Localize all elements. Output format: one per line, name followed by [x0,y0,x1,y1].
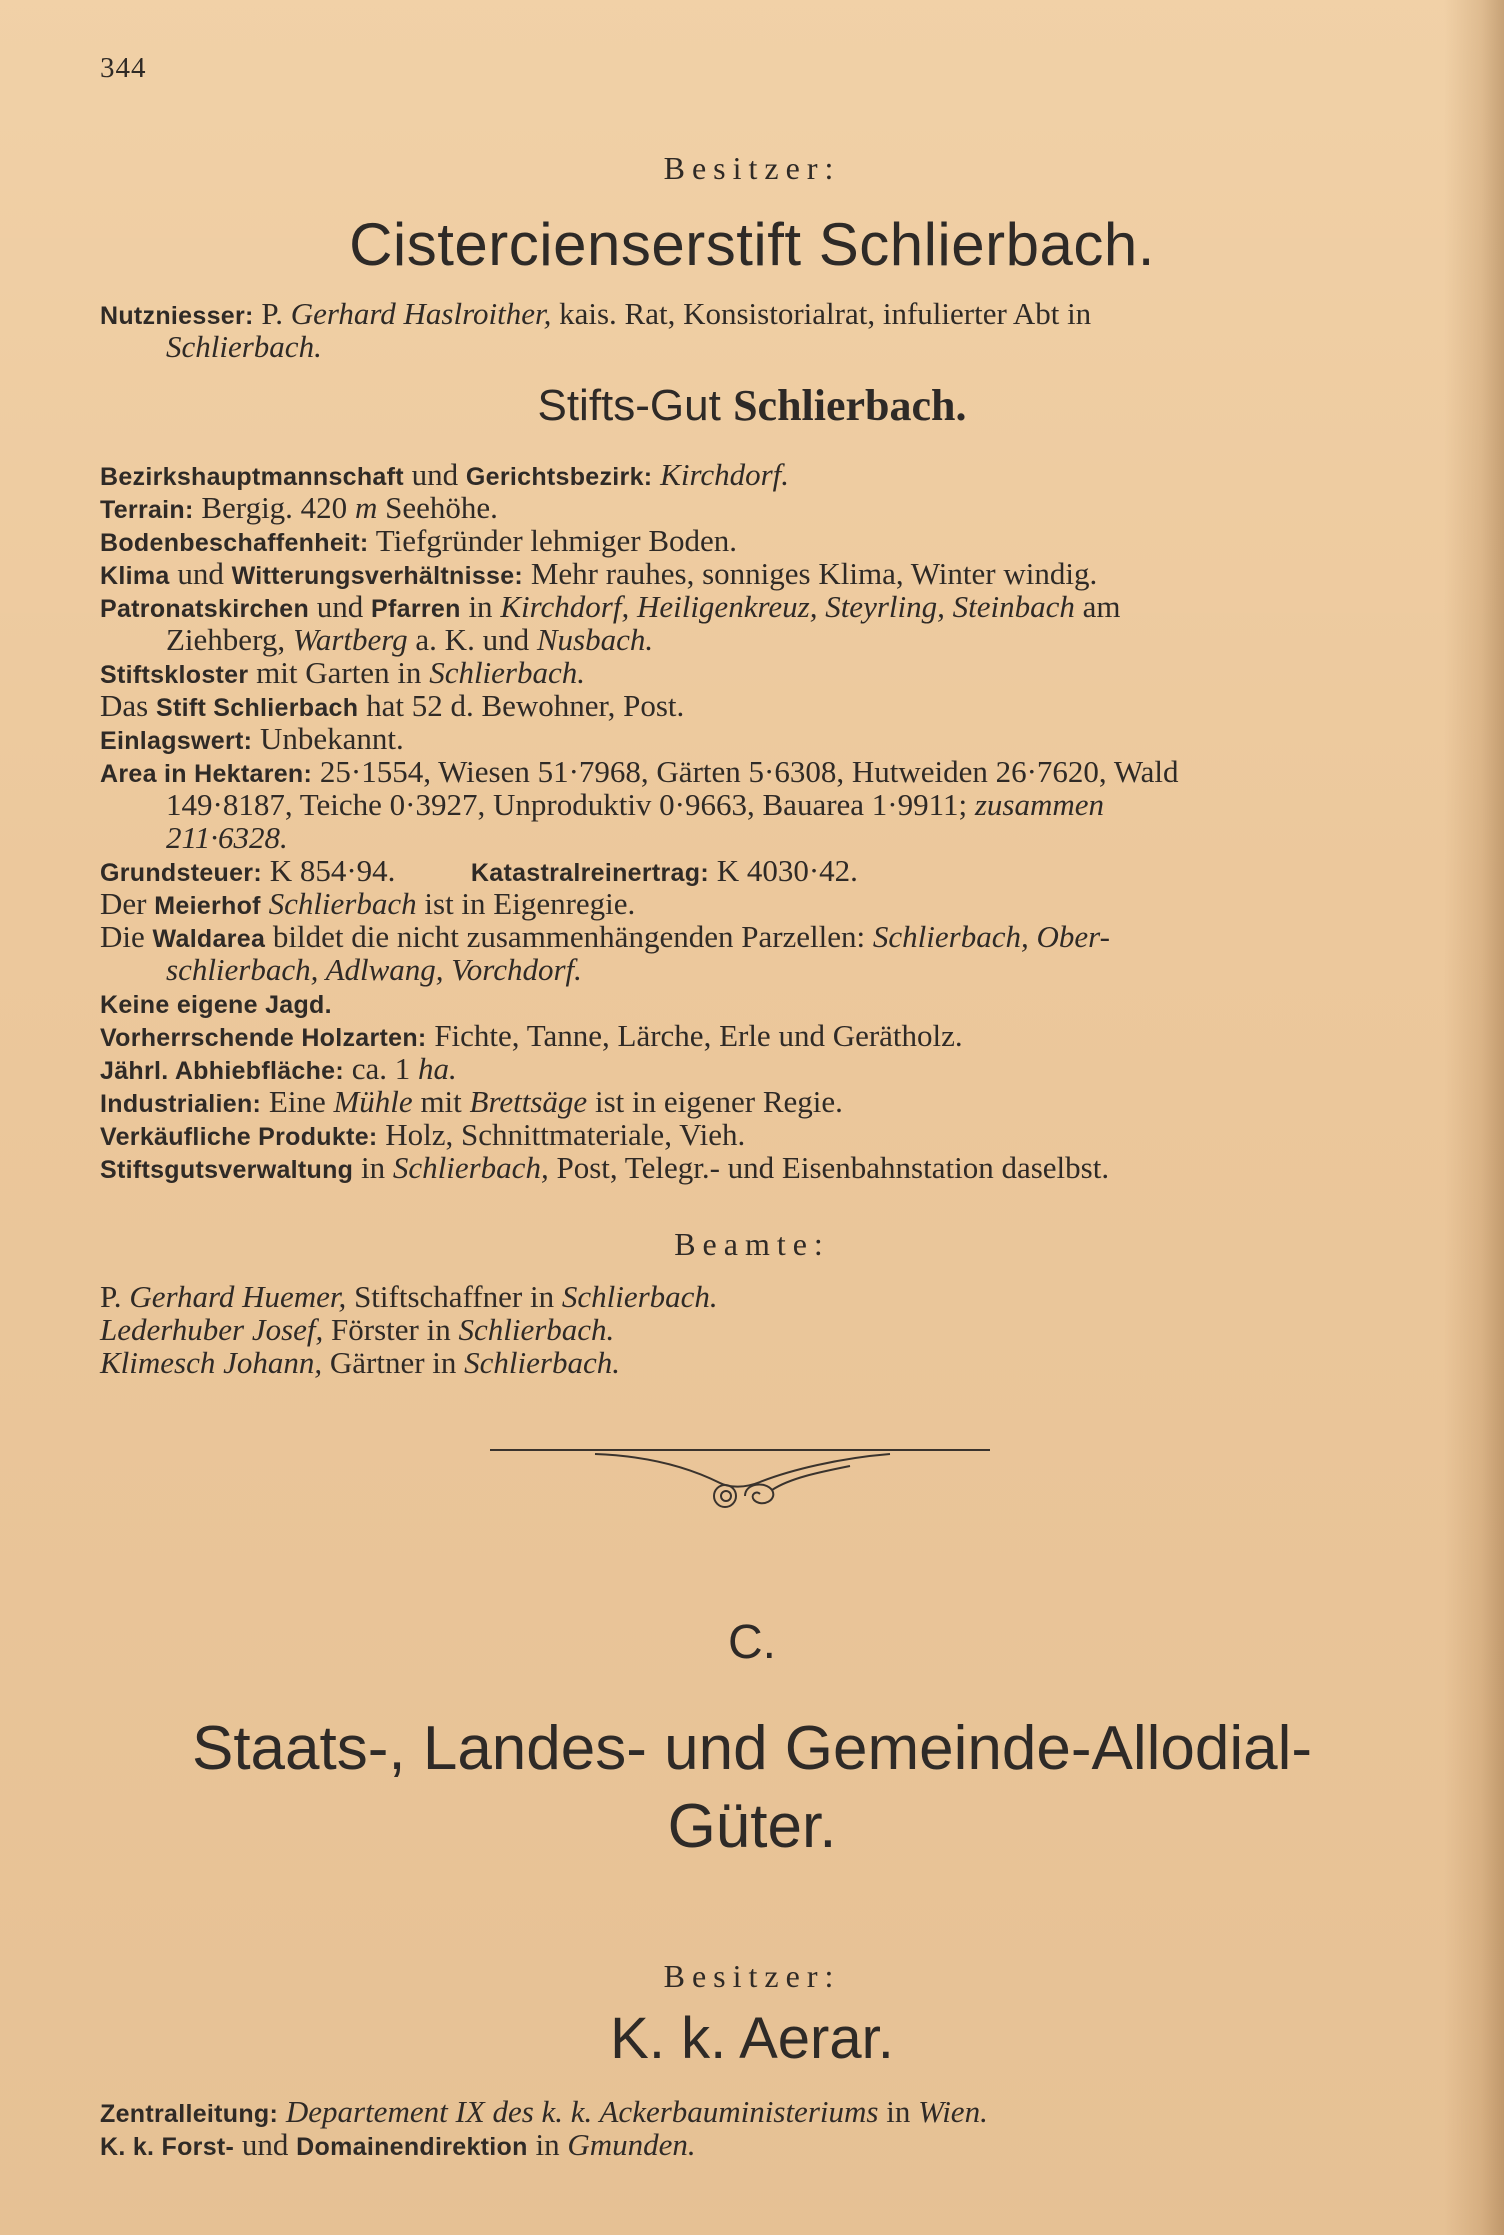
bezirk-und: und [411,457,459,492]
beamte-list [100,1280,1400,1379]
verwaltung-place: Schlierbach, [392,1150,549,1185]
waldarea-label: Waldarea [152,925,266,953]
beamte-role: Gärtner in [329,1345,457,1380]
zentral-label: Zentralleitung: [100,2100,279,2128]
terrain-unit: m [354,490,378,525]
industrialien-line [100,1085,1400,1118]
verwaltung-label: Stiftsgutsverwaltung [100,1156,354,1184]
holzarten-value: Fichte, Tanne, Lärche, Erle und Gerätholz. [434,1018,963,1053]
terrain-value: Bergig. 420 [201,490,348,525]
industrialien-v5: ist in eigener Regie. [594,1084,843,1119]
owner-heading: Besitzer: [663,150,841,186]
zentral-place: Wien. [918,2094,988,2129]
patronat-label: Patronatskirchen [100,595,310,623]
patronat-wartberg: Wartberg [292,622,408,657]
meierhof-line [100,887,1400,920]
zentral-value: Departement IX des k. k. Ackerbauministeriums [285,2094,879,2129]
meierhof-rest: ist in Eigenregie. [424,886,636,921]
patronat-ak: a. K. und [415,622,530,657]
stiftskloster-rest: mit Garten in [256,655,422,690]
bewohner-line [100,689,1400,722]
usufructuary-place: Schlierbach. [166,329,322,364]
industrialien-label: Industrialien: [100,1090,262,1118]
bezirk-label: Bezirkshauptmannschaft [100,463,404,491]
katastral-label: Katastralreinertrag: [470,859,709,887]
estate-title [0,380,1504,431]
stiftskloster-line [100,656,1400,689]
verwaltung-in: in [361,1150,386,1185]
area-values-2: 149·8187, Teiche 0·3927, Unproduktiv 0·9663, Bauarea 1·9911; [166,787,968,822]
meierhof-label: Meierhof [154,892,261,920]
boden-line [100,524,1400,557]
patronat-ziehberg: Ziehberg, [166,622,286,657]
jagd-label: Keine eigene Jagd. [100,991,332,1019]
terrain-label: Terrain: [100,496,194,524]
stiftskloster-label: Stiftskloster [100,661,249,689]
beamte-item [100,1313,1400,1346]
estate-title-prefix: Stifts-Gut [537,381,721,430]
section-letter: C. [728,1616,776,1669]
area-label: Area in Hektaren: [100,760,313,788]
area-line [100,755,1400,788]
usufructuary-block [100,297,1400,363]
abhieb-line [100,1052,1400,1085]
boden-value: Tiefgründer lehmiger Boden. [375,523,738,558]
forst-in: in [535,2127,560,2162]
waldarea-places2: schlierbach, Adlwang, Vorchdorf. [166,952,582,987]
jagd-line [100,986,1400,1019]
patronat-line2 [100,623,1400,656]
holzarten-line [100,1019,1400,1052]
section-title-line1: Staats-, Landes- und Gemeinde-Allodial- [191,1714,1313,1783]
bewohner-rest: hat 52 d. Bewohner, Post. [366,688,685,723]
industrialien-muehle: Mühle [333,1084,413,1119]
verwaltung-rest: Post, Telegr.- und Eisenbahnstation daselbst. [556,1150,1110,1185]
zentral-in: in [886,2094,911,2129]
waldarea-line2 [100,953,1400,986]
estate-details [100,458,1400,1184]
beamte-item [100,1280,1400,1313]
produkte-value: Holz, Schnittmateriale, Vieh. [385,1117,746,1152]
klima-line [100,557,1400,590]
owner-heading-2: Besitzer: [663,1958,841,1994]
patronat-places: Kirchdorf, Heiligenkreuz, Steyrling, Steinbach [500,589,1075,624]
usufructuary-titles: kais. Rat, Konsistorialrat, infulierter Abt in [559,296,1092,331]
waldarea-line [100,920,1400,953]
area-zusammen: zusammen [974,787,1105,822]
meierhof-place: Schlierbach [268,886,417,921]
grundsteuer-label: Grundsteuer: [100,859,262,887]
usufructuary-label: Nutzniesser: [100,302,254,330]
klima-label2: Witterungsverhältnisse: [231,562,524,590]
beamte-place: Schlierbach. [561,1279,718,1314]
beamte-place: Schlierbach. [464,1345,620,1380]
patronat-und: und [316,589,364,624]
boden-label: Bodenbeschaffenheit: [100,529,369,557]
forst-line [100,2128,1400,2161]
ornament-divider [490,1438,990,1518]
bezirk-label2: Gerichtsbezirk: [465,463,653,491]
produkte-label: Verkäufliche Produkte: [100,1123,378,1151]
owner-name-2: K. k. Aerar. [610,2006,894,2071]
owner-name-title: Cistercienserstift Schlierbach. [349,211,1155,278]
waldarea-rest: bildet die nicht zusammenhängenden Parzellen: [272,919,866,954]
klima-value: Mehr rauhes, sonniges Klima, Winter windig. [530,556,1098,591]
einlagswert-line [100,722,1400,755]
beamte-role: Förster in [331,1312,451,1347]
klima-und: und [177,556,224,591]
industrialien-v3: mit [420,1084,462,1119]
katastral-value: K 4030·42. [716,853,858,888]
industrialien-v1: Eine [268,1084,326,1119]
patronat-in: in [468,589,493,624]
area-line3 [100,821,1400,854]
usufructuary-prefix: P. [261,296,283,331]
area-values-1: 25·1554, Wiesen 51·7968, Gärten 5·6308, Hutweiden 26·7620, Wald [319,754,1179,789]
industrialien-brettsaege: Brettsäge [469,1084,588,1119]
beamte-pre: P. [100,1279,122,1314]
patronat-am: am [1082,589,1121,624]
area-total: 211·6328. [166,820,288,855]
grundsteuer-line [100,854,1400,887]
beamte-name: Klimesch Johann, [100,1345,323,1380]
bewohner-pre: Das [100,688,149,723]
klima-label: Klima [100,562,170,590]
beamte-name: Lederhuber Josef, [100,1312,324,1347]
produkte-line [100,1118,1400,1151]
meierhof-pre: Der [100,886,147,921]
section-title [0,1710,1504,1866]
stiftskloster-place: Schlierbach. [429,655,586,690]
verwaltung-line [100,1151,1400,1184]
bezirk-value: Kirchdorf. [660,457,790,492]
terrain-line [100,491,1400,524]
grundsteuer-value: K 854·94. [269,853,396,888]
patronat-line [100,590,1400,623]
zentral-line [100,2095,1400,2128]
waldarea-pre: Die [100,919,145,954]
waldarea-places1: Schlierbach, Ober- [872,919,1110,954]
beamte-role: Stiftschaffner in [354,1279,555,1314]
forst-place: Gmunden. [567,2127,696,2162]
abhieb-label: Jährl. Abhiebfläche: [100,1057,345,1085]
einlagswert-label: Einlagswert: [100,727,253,755]
patronat-nusbach: Nusbach. [536,622,654,657]
beamte-name: Gerhard Huemer, [129,1279,347,1314]
usufructuary-name: Gerhard Haslroither, [290,296,552,331]
abhieb-value: ca. 1 [351,1051,411,1086]
beamte-place: Schlierbach. [458,1312,615,1347]
abhieb-unit: ha. [418,1051,457,1086]
bewohner-label: Stift Schlierbach [155,694,359,722]
forst-label2: Domainendirektion [296,2133,528,2161]
page-number: 344 [100,52,147,84]
bezirk-line [100,458,1400,491]
forst-label: K. k. Forst- [100,2133,235,2161]
section-title-line2: Güter. [667,1792,837,1861]
aerar-details [100,2095,1400,2161]
einlagswert-value: Unbekannt. [260,721,404,756]
patronat-label2: Pfarren [371,595,461,623]
forst-und: und [241,2127,289,2162]
estate-title-name: Schlierbach. [733,381,967,430]
terrain-suffix: Seehöhe. [385,490,498,525]
area-line2 [100,788,1400,821]
beamte-heading: Beamte: [674,1226,830,1262]
holzarten-label: Vorherrschende Holzarten: [100,1024,427,1052]
beamte-item [100,1346,1400,1379]
